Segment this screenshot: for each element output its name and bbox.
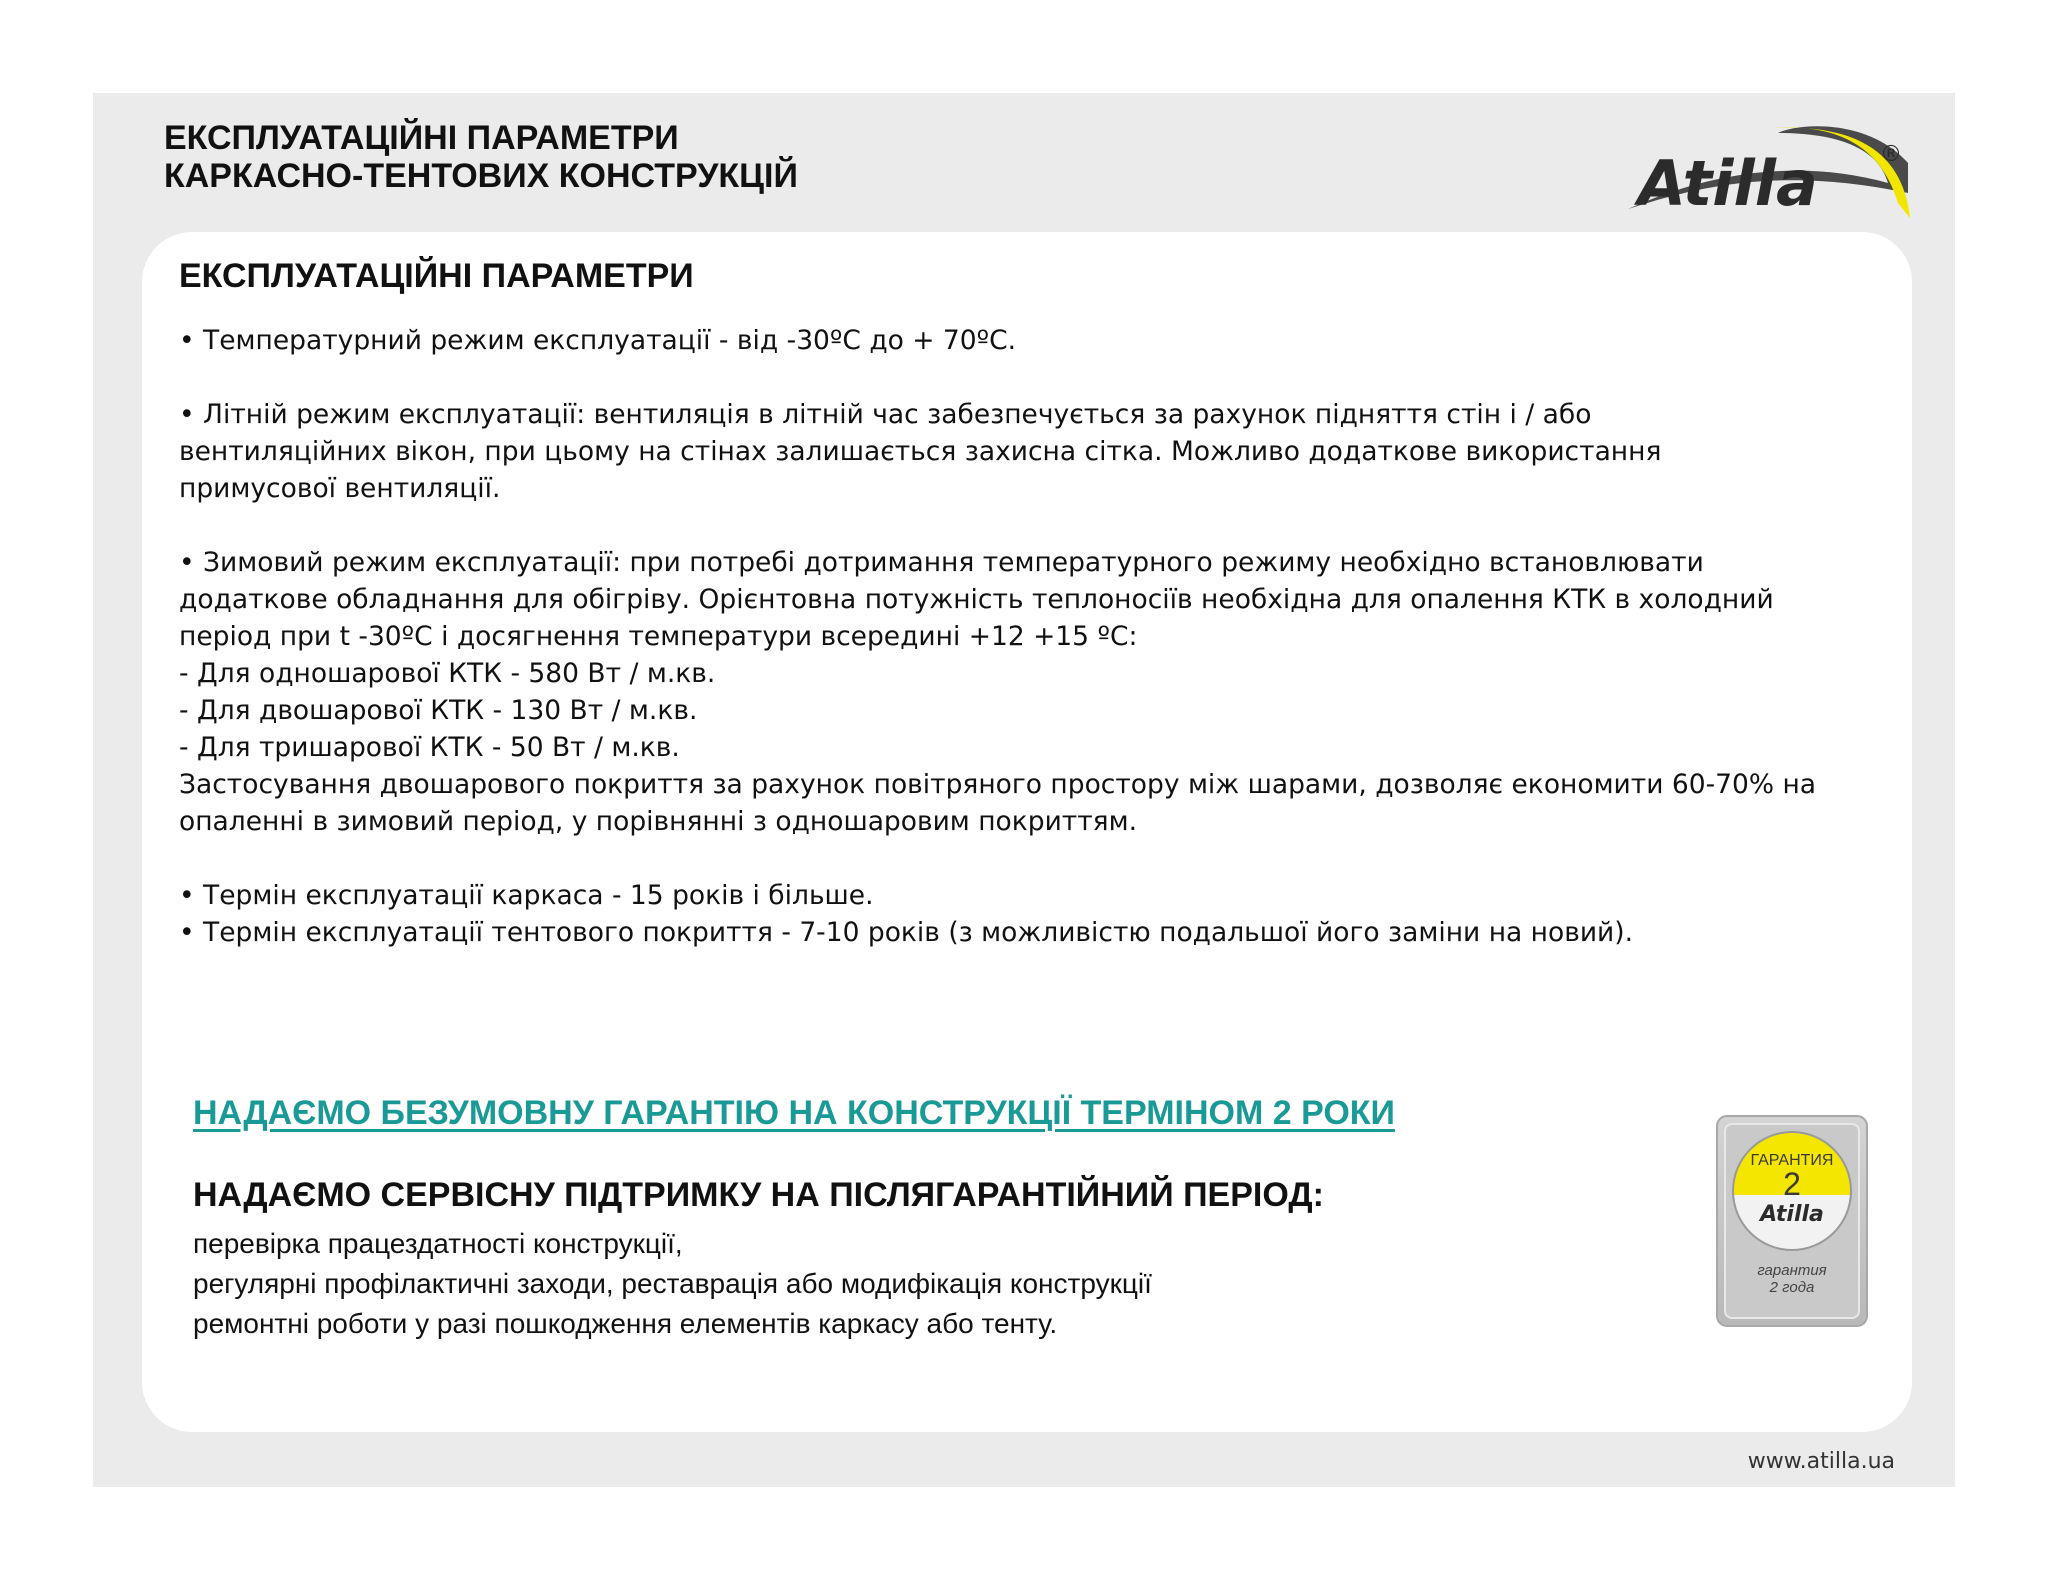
footer-url: www.atilla.ua: [1747, 1449, 1895, 1474]
badge-caption-line2: 2 года: [1769, 1279, 1815, 1296]
slide: [93, 93, 1955, 1487]
badge-caption-line1: гарантия: [1757, 1262, 1827, 1279]
summer-item: [179, 396, 1879, 507]
temperature-text: • Температурний режим експлуатації - від -30ºC до + 70ºC.: [179, 325, 1017, 356]
logo-text: Atilla: [1638, 147, 1818, 220]
service-item: регулярні профілактичні заходи, реставрація або модифікація конструкції: [193, 1268, 1152, 1299]
summer-line: вентиляційних вікон, при цьому на стінах залишається захисна сітка. Можливо додаткове використання: [179, 436, 1662, 467]
badge-top-text: ГАРАНТИЯ: [1750, 1152, 1834, 1169]
summer-line: • Літній режим експлуатації: вентиляція в літній час забезпечується за рахунок підняття стін і / або: [179, 399, 1592, 430]
winter-line: опаленні в зимовий період, у порівнянні з одношаровим покриттям.: [179, 806, 1138, 837]
service-item: ремонтні роботи у разі пошкодження елементів каркасу або тенту.: [193, 1308, 1058, 1339]
registered-mark: ®: [1880, 142, 1902, 167]
page-title-line2: КАРКАСНО-ТЕНТОВИХ КОНСТРУКЦІЙ: [164, 157, 798, 195]
service-item: перевірка працездатності конструкції,: [193, 1228, 683, 1259]
lifetime-item: [179, 877, 1879, 951]
guarantee-badge: [1716, 1115, 1868, 1327]
winter-line: Застосування двошарового покриття за рахунок повітряного простору між шарами, дозволяє економити 60-70% на: [179, 769, 1817, 800]
winter-item: [179, 544, 1879, 840]
temperature-item: [179, 322, 1879, 359]
page-title-line1: ЕКСПЛУАТАЦІЙНІ ПАРАМЕТРИ: [164, 119, 679, 157]
winter-line: - Для одношарової КТК - 580 Вт / м.кв.: [179, 658, 716, 689]
cover-life-text: • Термін експлуатації тентового покриття - 7-10 років (з можливістю подальшої його заміни на новий).: [179, 917, 1634, 948]
winter-line: додаткове обладнання для обігріву. Орієнтовна потужність теплоносіїв необхідна для опалення КТК в холодний: [179, 584, 1774, 615]
winter-line: - Для тришарової КТК - 50 Вт / м.кв.: [179, 732, 680, 763]
page-title: [164, 119, 798, 195]
service-heading: НАДАЄМО СЕРВІСНУ ПІДТРИМКУ НА ПІСЛЯГАРАНТІЙНИЙ ПЕРІОД:: [193, 1176, 1324, 1214]
section-heading: ЕКСПЛУАТАЦІЙНІ ПАРАМЕТРИ: [179, 257, 694, 295]
content-card: [142, 232, 1912, 1432]
badge-brand: Atilla: [1760, 1202, 1824, 1227]
winter-line: період при t -30ºC і досягнення температури всередині +12 +15 ºC:: [179, 621, 1138, 652]
parameters-list: [179, 322, 1879, 951]
frame-life-text: • Термін експлуатації каркаса - 15 років і більше.: [179, 880, 874, 911]
guarantee-link[interactable]: НАДАЄМО БЕЗУМОВНУ ГАРАНТІЮ НА КОНСТРУКЦІЇ ТЕРМІНОМ 2 РОКИ: [193, 1094, 1395, 1132]
atilla-logo: [1618, 123, 1918, 233]
summer-line: примусової вентиляції.: [179, 473, 501, 504]
badge-number: 2: [1783, 1166, 1801, 1202]
winter-line: • Зимовий режим експлуатації: при потребі дотримання температурного режиму необхідно встановлювати: [179, 547, 1704, 578]
service-list: [193, 1224, 1152, 1344]
winter-line: - Для двошарової КТК - 130 Вт / м.кв.: [179, 695, 698, 726]
